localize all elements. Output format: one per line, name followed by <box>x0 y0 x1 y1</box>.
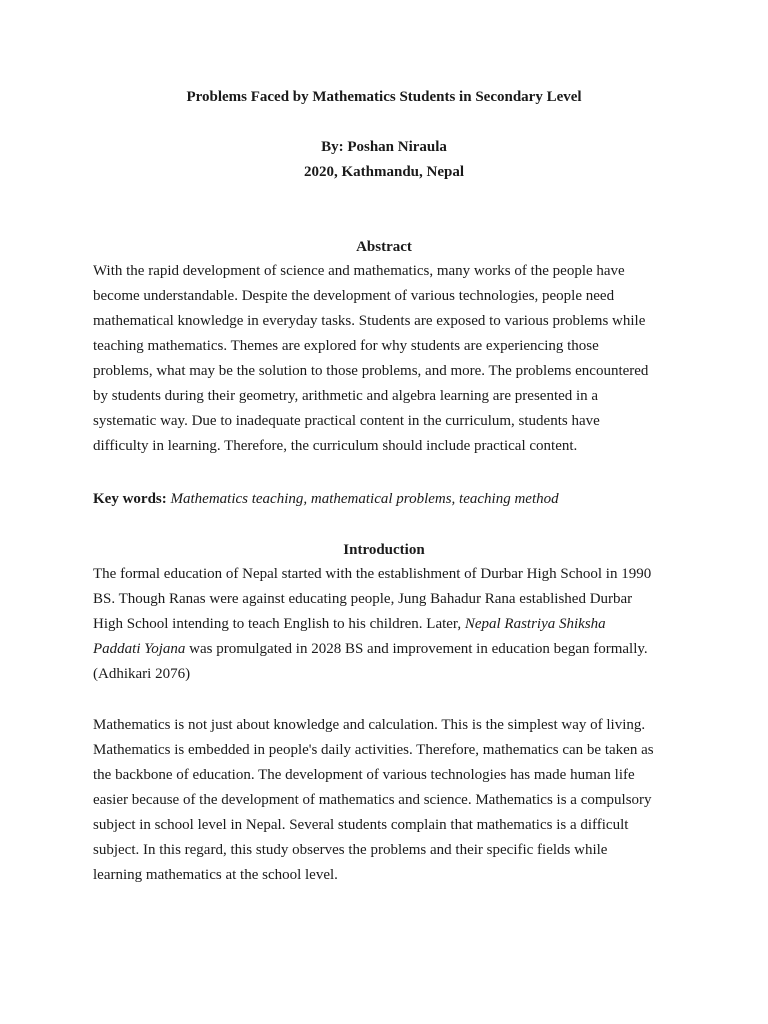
intro-line: the backbone of education. The development of various technologies has made human life <box>93 767 635 783</box>
plan-name-italic: Nepal Rastriya Shiksha <box>464 616 606 632</box>
intro-line: subject in school level in Nepal. Several students complain that mathematics is a difficult <box>93 817 629 833</box>
abstract-line: With the rapid development of science and mathematics, many works of the people have <box>93 263 625 279</box>
abstract-line: by students during their geometry, arithmetic and algebra learning are presented in a <box>93 388 599 404</box>
intro-line: easier because of the development of mathematics and science. Mathematics is a compulsory <box>93 792 652 808</box>
intro-line: subject. In this regard, this study observes the problems and their specific fields while <box>93 842 608 858</box>
abstract-line: problems, what may be the solution to those problems, and more. The problems encountered <box>93 363 649 379</box>
keywords-label: Key words: <box>93 491 167 507</box>
intro-line-text: was promulgated in 2028 BS and improvement in education began formally. <box>185 641 648 657</box>
intro-line <box>93 637 683 662</box>
author-line: By: Poshan Niraula <box>321 139 447 155</box>
abstract-line: teaching mathematics. Themes are explored for why students are experiencing those <box>93 338 599 354</box>
keywords-line <box>93 487 559 512</box>
plan-name-italic: Paddati Yojana <box>93 641 186 657</box>
date-place-line: 2020, Kathmandu, Nepal <box>303 164 465 180</box>
intro-line: learning mathematics at the school level. <box>93 867 338 883</box>
paper-title: Problems Faced by Mathematics Students in Secondary Level <box>186 89 582 105</box>
introduction-heading: Introduction <box>343 542 425 558</box>
intro-line-text: High School intending to teach English to his children. Later, <box>93 616 465 632</box>
intro-line: BS. Though Ranas were against educating people, Jung Bahadur Rana established Durbar <box>93 591 633 607</box>
intro-line: Mathematics is embedded in people's daily activities. Therefore, mathematics can be taken as <box>93 742 654 758</box>
keywords-text: Mathematics teaching, mathematical problems, teaching method <box>170 491 559 507</box>
abstract-heading: Abstract <box>356 239 412 255</box>
introduction-paragraph-2 <box>93 713 683 888</box>
intro-line: The formal education of Nepal started with the establishment of Durbar High School in 1990 <box>93 566 652 582</box>
abstract-line: systematic way. Due to inadequate practical content in the curriculum, students have <box>93 413 600 429</box>
abstract-line: mathematical knowledge in everyday tasks. Students are exposed to various problems while <box>93 313 646 329</box>
intro-line <box>93 612 683 637</box>
abstract-line: difficulty in learning. Therefore, the curriculum should include practical content. <box>93 438 578 454</box>
citation: (Adhikari 2076) <box>93 666 191 682</box>
intro-line: Mathematics is not just about knowledge and calculation. This is the simplest way of living. <box>93 717 646 733</box>
introduction-paragraph-1 <box>93 562 683 687</box>
abstract-paragraph <box>93 259 683 459</box>
abstract-line: become understandable. Despite the development of various technologies, people need <box>93 288 615 304</box>
